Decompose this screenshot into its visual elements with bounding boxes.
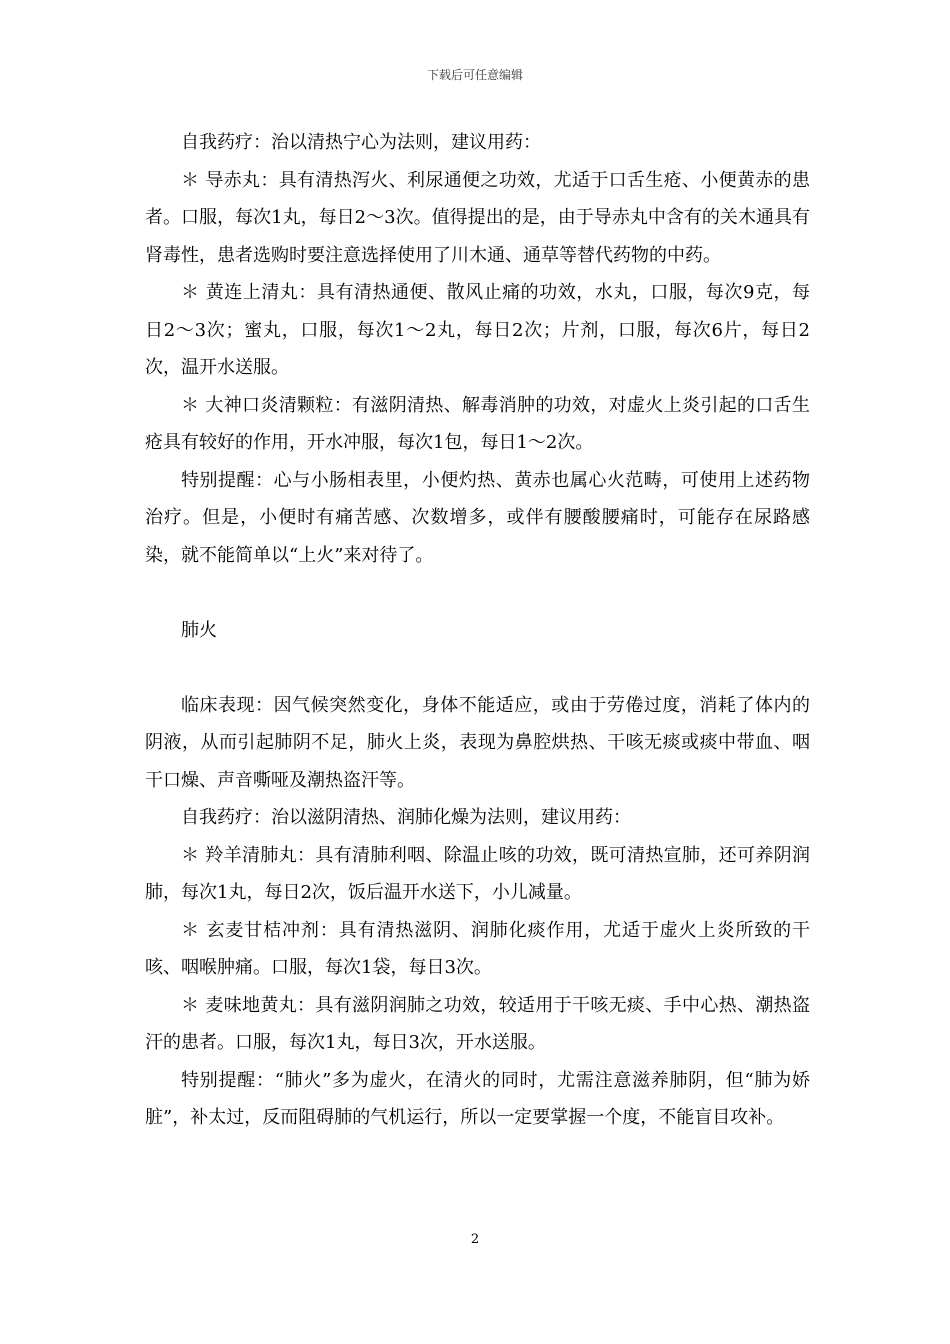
page-number: 2 <box>470 1232 480 1247</box>
paragraph: ＊ 黄连上清丸：具有清热通便、散风止痛的功效，水丸，口服，每次9克，每日2～3次；蜜丸，口服，每次1～2丸，每日2次；片剂，口服，每次6片，每日2次，温开水送服。 <box>145 282 810 378</box>
paragraph: 自我药疗：治以滋阴清热、润肺化燥为法则，建议用药： <box>181 807 631 828</box>
paragraph: ＊ 麦味地黄丸：具有滋阴润肺之功效，较适用于干咳无痰、手中心热、潮热盗汗的患者。口服，每次1丸，每日3次，开水送服。 <box>145 994 810 1053</box>
paragraph: ＊ 大神口炎清颗粒：有滋阴清热、解毒消肿的功效，对虚火上炎引起的口舌生疮具有较好的作用，开水冲服，每次1包，每日1～2次。 <box>145 394 810 453</box>
paragraph: 临床表现：因气候突然变化，身体不能适应，或由于劳倦过度，消耗了体内的阴液，从而引起肺阴不足，肺火上炎，表现为鼻腔烘热、干咳无痰或痰中带血、咽干口燥、声音嘶哑及潮热盗汗等。 <box>145 694 810 791</box>
page-header: 下载后可任意编辑 <box>426 68 523 82</box>
section-title: 肺火 <box>181 619 217 641</box>
paragraph: ＊ 玄麦甘桔冲剂：具有清热滋阴、润肺化痰作用，尤适于虚火上炎所致的干咳、咽喉肿痛。口服，每次1袋，每日3次。 <box>145 919 810 978</box>
document-body <box>145 124 810 1137</box>
paragraph: 特别提醒：心与小肠相表里，小便灼热、黄赤也属心火范畴，可使用上述药物治疗。但是，小便时有痛苦感、次数增多，或伴有腰酸腰痛时，可能存在尿路感染，就不能简单以“上火”来对待了。 <box>145 469 810 566</box>
paragraph: 自我药疗：治以清热宁心为法则，建议用药： <box>181 132 541 153</box>
paragraph: ＊ 导赤丸：具有清热泻火、利尿通便之功效，尤适于口舌生疮、小便黄赤的患者。口服，每次1丸，每日2～3次。值得提出的是，由于导赤丸中含有的关木通具有肾毒性，患者选购时要注意选择使用了川木通、通草等替代药物的中药。 <box>145 169 810 266</box>
paragraph: ＊ 羚羊清肺丸：具有清肺利咽、除温止咳的功效，既可清热宣肺，还可养阴润肺，每次1丸，每日2次，饭后温开水送下，小儿减量。 <box>145 844 810 903</box>
paragraph: 特别提醒：“肺火”多为虚火，在清火的同时，尤需注意滋养肺阴，但“肺为娇脏”，补太过，反而阻碍肺的气机运行，所以一定要掌握一个度，不能盲目攻补。 <box>145 1069 810 1128</box>
